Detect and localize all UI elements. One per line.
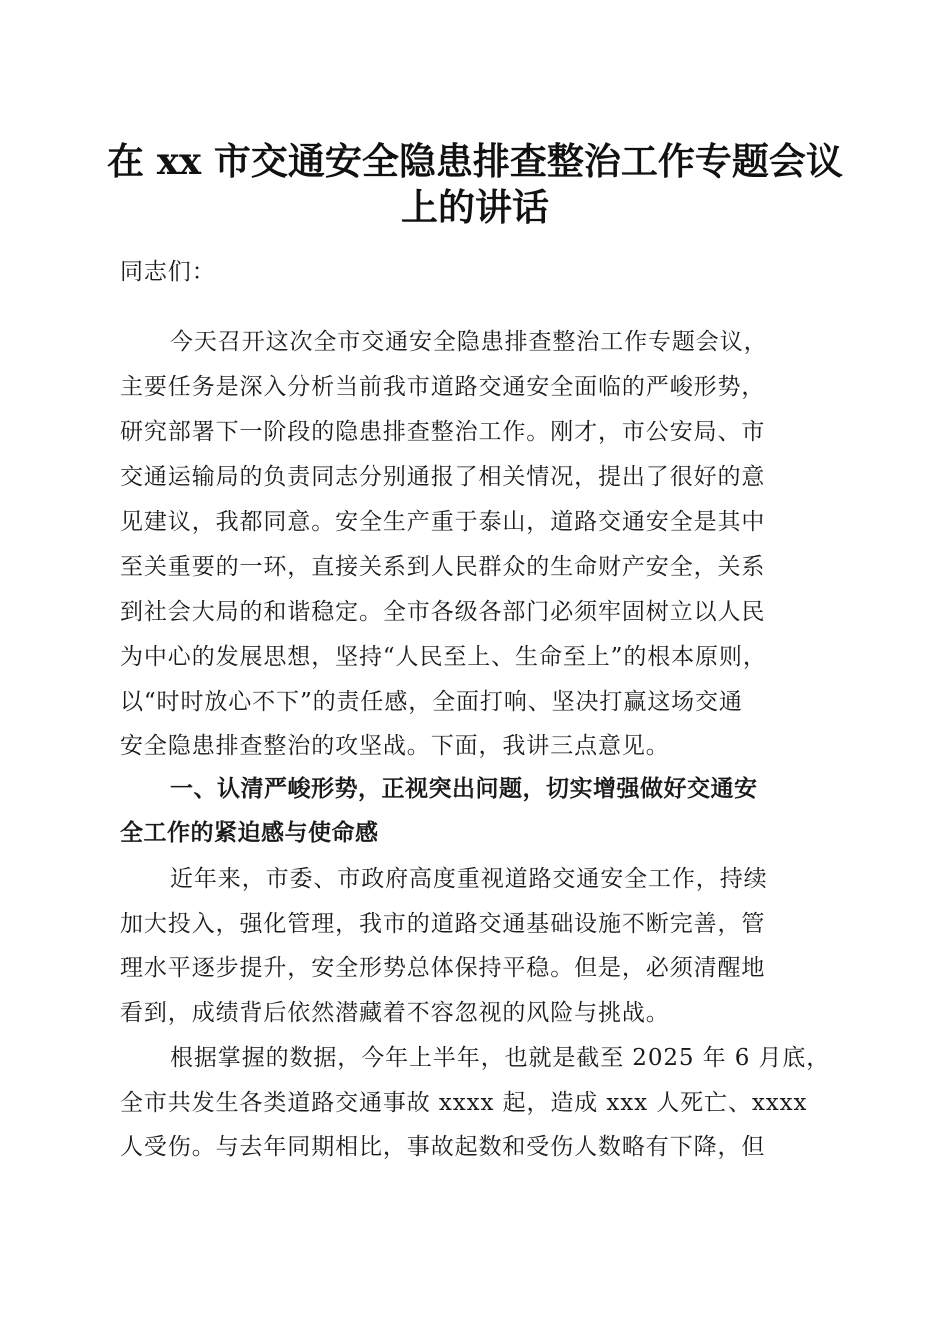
paragraph-1-line: 到社会大局的和谐稳定。全市各级各部门必须牢固树立以人民 [120, 599, 766, 625]
paragraph-1-line: 至关重要的一环，直接关系到人民群众的生命财产安全，关系 [120, 554, 766, 580]
paragraph-1-line: 今天召开这次全市交通安全隐患排查整治工作专题会议， [170, 329, 768, 355]
section-heading-line: 一、认清严峻形势，正视突出问题，切实增强做好交通安 [170, 776, 758, 802]
paragraph-2-line: 近年来，市委、市政府高度重视道路交通安全工作，持续 [170, 866, 768, 892]
salutation: 同志们： [120, 259, 216, 285]
paragraph-3-line: 人受伤。与去年同期相比，事故起数和受伤人数略有下降，但 [120, 1134, 766, 1160]
paragraph-1-line: 交通运输局的负责同志分别通报了相关情况，提出了很好的意 [120, 464, 766, 490]
document-title-line-2: 上的讲话 [401, 185, 549, 229]
paragraph-2-line: 加大投入，强化管理，我市的道路交通基础设施不断完善，管 [120, 911, 766, 937]
document-title-line-1: 在 xx 市交通安全隐患排查整治工作专题会议 [107, 139, 843, 183]
paragraph-1-line: 为中心的发展思想，坚持“人民至上、生命至上”的根本原则， [120, 644, 767, 670]
paragraph-1-line: 以“时时放心不下”的责任感，全面打响、坚决打赢这场交通 [120, 689, 743, 715]
paragraph-2-line: 理水平逐步提升，安全形势总体保持平稳。但是，必须清醒地 [120, 955, 766, 981]
paragraph-1-line: 主要任务是深入分析当前我市道路交通安全面临的严峻形势， [120, 374, 766, 400]
section-heading-line: 全工作的紧迫感与使命感 [120, 820, 379, 846]
paragraph-3-line: 全市共发生各类道路交通事故 xxxx 起，造成 xxx 人死亡、xxxx [120, 1090, 808, 1116]
paragraph-3-line: 根据掌握的数据，今年上半年，也就是截至 2025 年 6 月底， [170, 1045, 831, 1071]
paragraph-2-line: 看到，成绩背后依然潜藏着不容忽视的风险与挑战。 [120, 1000, 670, 1026]
paragraph-1-line: 研究部署下一阶段的隐患排查整治工作。刚才，市公安局、市 [120, 419, 766, 445]
paragraph-1-line: 安全隐患排查整治的攻坚战。下面，我讲三点意见。 [120, 733, 670, 759]
paragraph-1-line: 见建议，我都同意。安全生产重于泰山，道路交通安全是其中 [120, 509, 766, 535]
